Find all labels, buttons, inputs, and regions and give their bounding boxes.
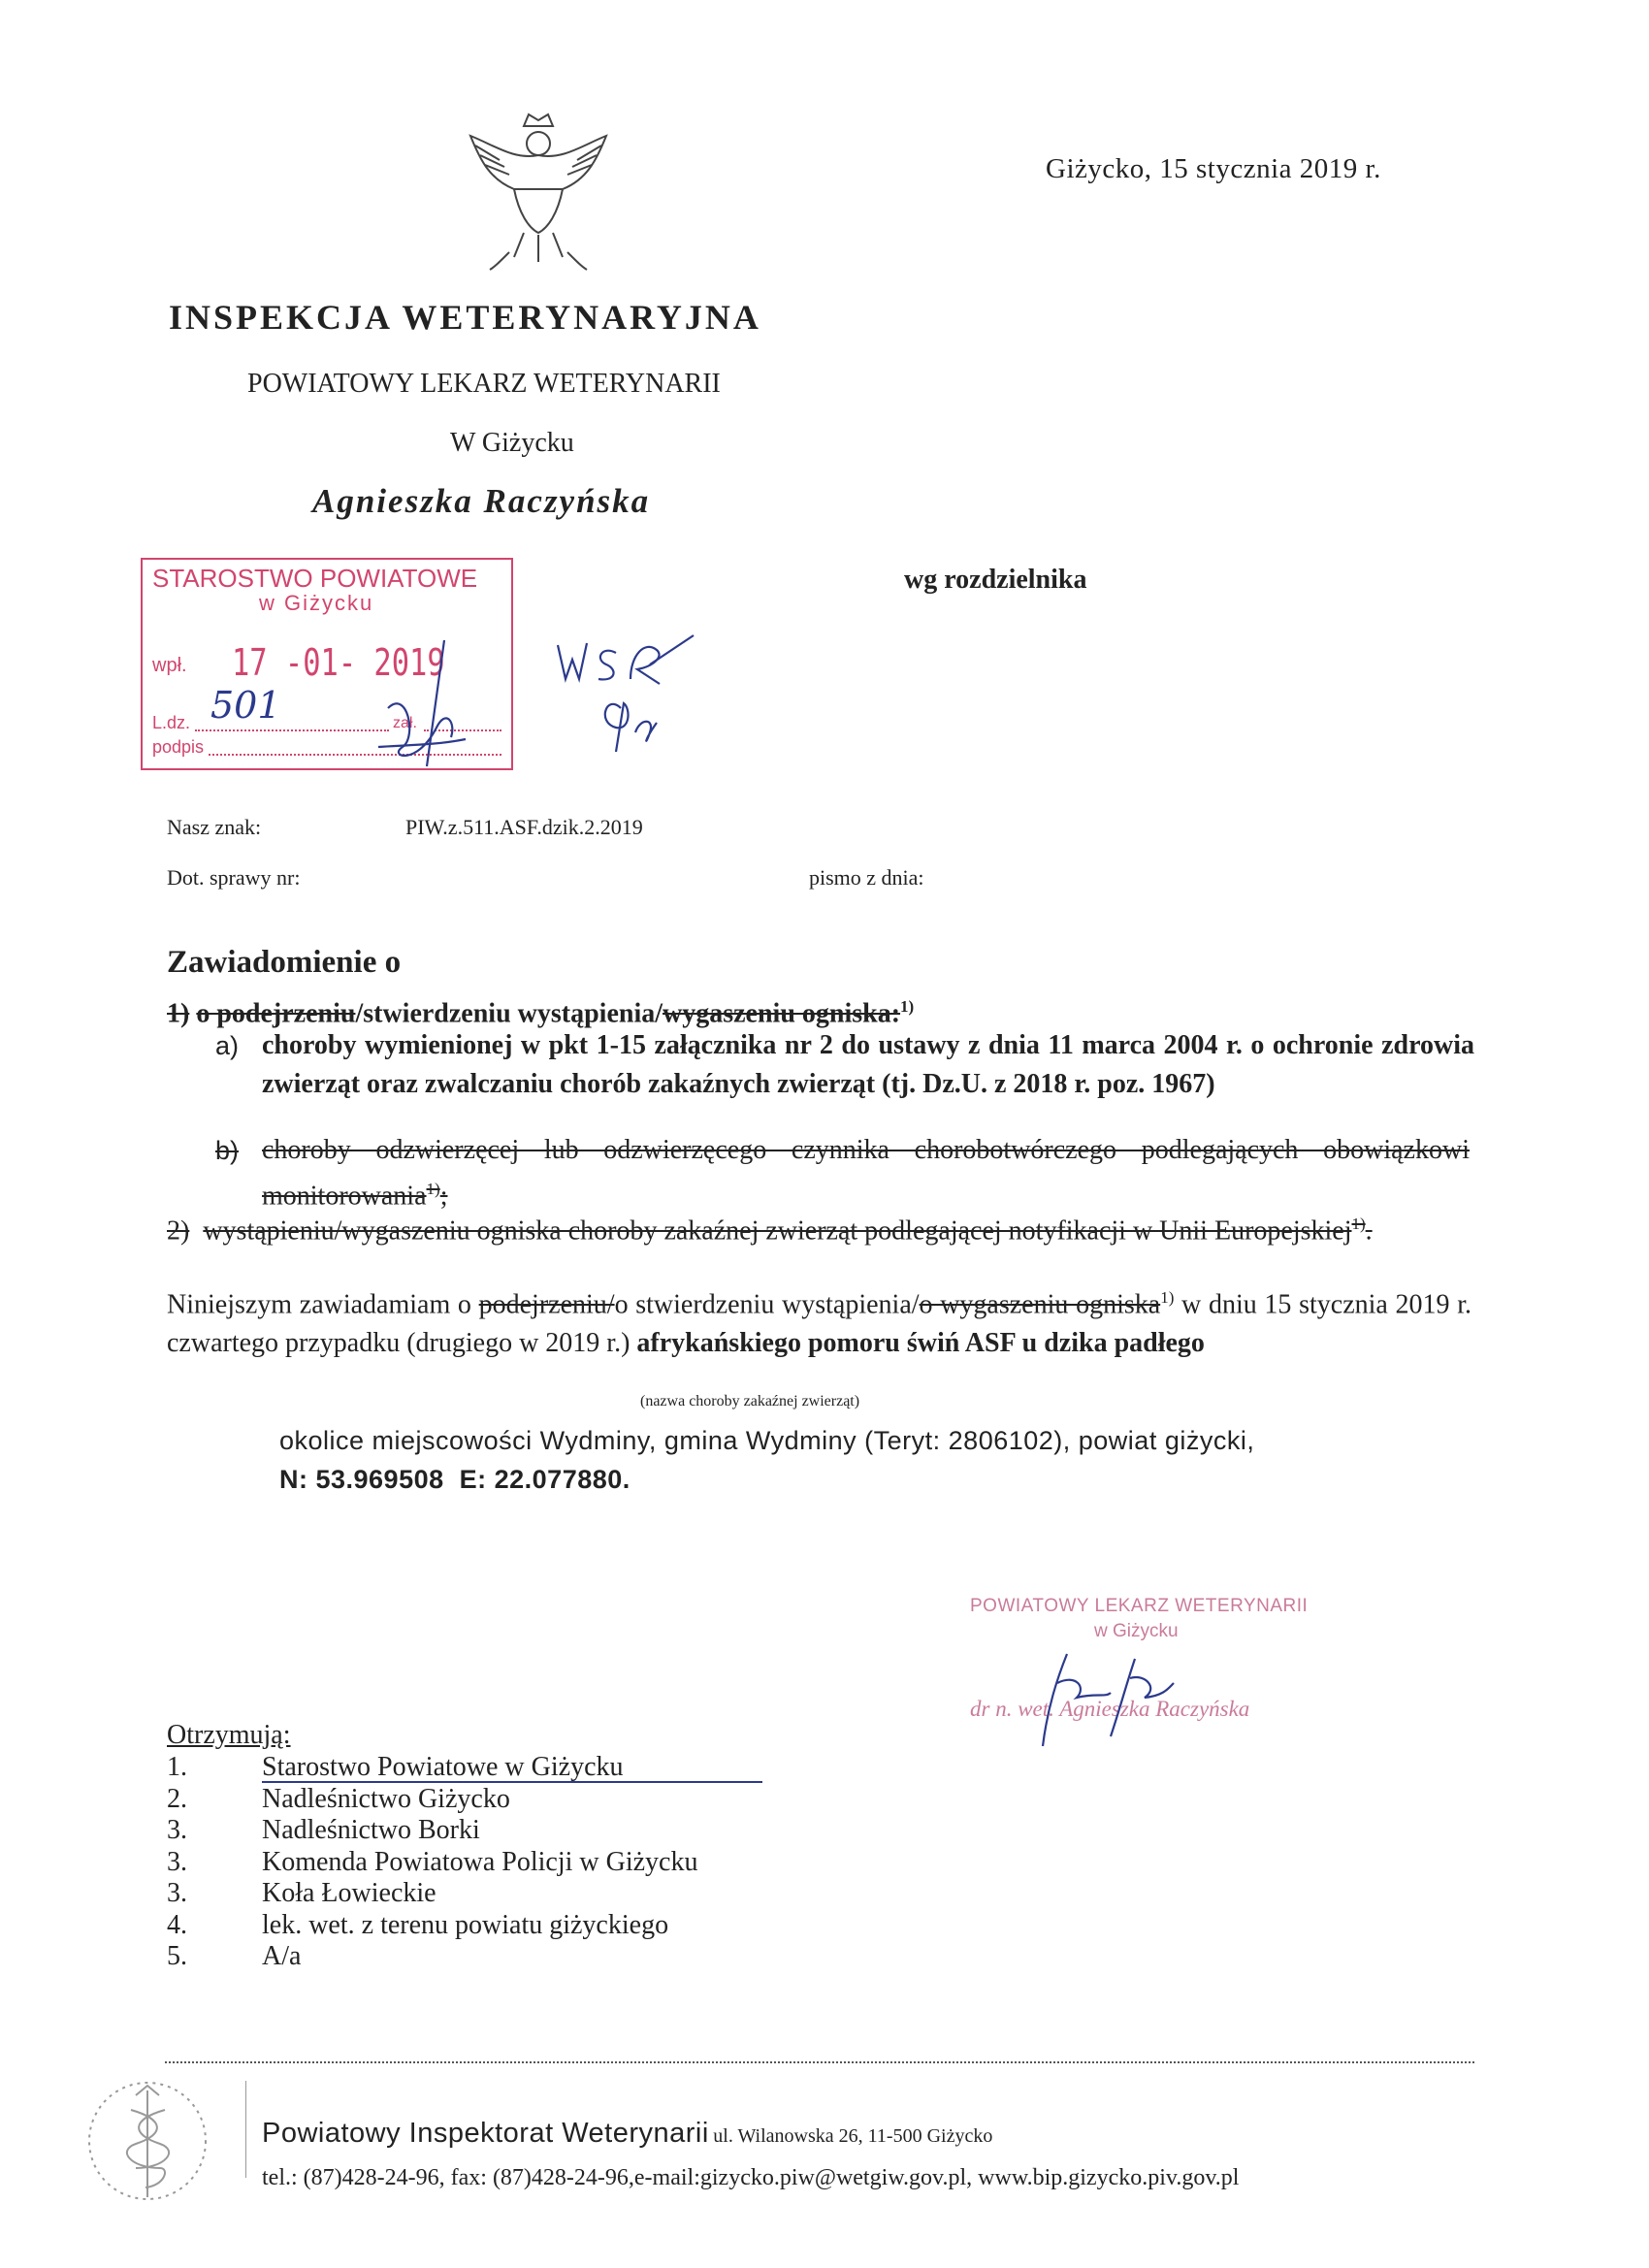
stamp-received-date: 17 -01- 2019 [232,641,445,684]
footer-address: ul. Wilanowska 26, 11-500 Giżycko [713,2125,993,2147]
line1-strike-extinction: wygaszeniu ogniska: [663,998,901,1029]
recipient-row [167,1941,697,1973]
stamp-ldz-number: 501 [210,684,281,727]
footer-contact: tel.: (87)428-24-96, fax: (87)428-24-96,e-mail:gizycko.piw@wetgiw.gov.pl, www.bip.gizycko.piv.gov.pl [262,2165,1240,2190]
stamp-wpl-label: wpł. [152,655,187,676]
recipient-row [167,1752,697,1784]
recipient-row [167,1815,697,1847]
coordinates: N: 53.969508 E: 22.077880. [279,1465,630,1494]
item-2-number: 2) [167,1215,190,1247]
recipient-number: 3. [167,1846,187,1877]
line1-footnote: 1) [900,997,915,1016]
recipient-row [167,1878,697,1910]
signature-stamp-location: w Giżycku [1094,1621,1179,1641]
para-footnote: 1) [1160,1288,1175,1307]
stamp-ldz-dots [195,729,389,731]
stamp-podpis-label: podpis [152,737,205,757]
stamp-title: STAROSTWO POWIATOWE [152,564,478,593]
disease-name: afrykańskiego pomoru świń ASF u dzika padłego [636,1328,1205,1359]
para-continuation: w dniu 15 stycznia 2019 r. czwartego przypadku (drugiego w 2019 r.) [167,1289,1471,1359]
recipient-name: Starostwo Powiatowe w Giżycku [262,1752,624,1782]
recipient-name: Komenda Powiatowa Policji w Giżycku [262,1846,698,1877]
recipient-name: Koła Łowieckie [262,1878,436,1908]
recipient-number: 2. [167,1783,187,1814]
recipient-name: lek. wet. z terenu powiatu giżyckiego [262,1909,669,1940]
item-b-end: ; [439,1181,448,1212]
recipient-number: 4. [167,1909,187,1940]
signature-stamp-title: POWIATOWY LEKARZ WETERYNARII [970,1596,1309,1616]
item-b-label: b) [215,1136,240,1165]
recipient-number: 1. [167,1752,187,1782]
item-a-label: a) [215,1031,240,1060]
office-location: W Giżycku [450,428,574,458]
line1-number: 1) [167,998,190,1029]
notice-title: Zawiadomienie o [167,945,402,980]
handwritten-note [548,626,698,761]
office-name: POWIATOWY LEKARZ WETERYNARII [247,369,721,399]
item-b-text [262,1131,1470,1215]
caduceus-icon [78,2071,218,2212]
footer-org-name: Powiatowy Inspektorat Weterynarii [262,2118,709,2149]
signature-stamp-name: dr n. wet. Agnieszka Raczyńska [970,1697,1250,1721]
recipient-number: 3. [167,1878,187,1908]
para-strike-extinction: o wygaszeniu ogniska [919,1289,1161,1320]
official-name: Agnieszka Raczyńska [312,482,651,520]
item-2 [167,1205,1471,1250]
para-start: Niniejszym zawiadamiam o [167,1289,479,1320]
location-line: okolice miejscowości Wydminy, gmina Wydminy (Teryt: 2806102), powiat giżycki, [279,1426,1255,1455]
para-strike-suspicion: podejrzeniu/ [478,1289,615,1320]
item-2-body: wystąpieniu/wygaszeniu ogniska choroby zakaźnej zwierząt podlegającej notyfikacji w Unii Europejskiej [203,1215,1352,1247]
recipient-row [167,1847,697,1879]
item-b-body: choroby odzwierzęcej lub odzwierzęcego czynnika chorobotwórczego podlegających obowiązkowi monitorowania [262,1135,1470,1212]
signature-scribble [1028,1639,1242,1756]
footer-divider [165,2061,1474,2063]
recipient-note: wg rozdzielnika [904,565,1087,595]
footer-vertical-rule [245,2081,246,2178]
handwritten-signature-stamp [369,631,485,776]
nasz-znak-value: PIW.z.511.ASF.dzik.2.2019 [405,815,643,839]
recipient-name: Nadleśnictwo Giżycko [262,1783,510,1814]
institution-name: INSPEKCJA WETERYNARYJNA [169,298,761,337]
recipient-row [167,1910,697,1942]
recipient-underline [262,1781,762,1783]
stamp-subtitle: w Giżycku [259,591,374,615]
para-confirmation: o stwierdzeniu wystąpienia/ [614,1289,920,1320]
stamp-zal-label: zał. [393,715,417,731]
footer-org [262,2118,992,2150]
eagle-emblem [456,107,621,276]
line1-strike-suspicion: o podejrzeniu [196,998,356,1029]
item-a-text: choroby wymienionej w pkt 1-15 załącznika nr 2 do ustawy z dnia 11 marca 2004 r. o ochronie zdrowia zwierząt oraz zwalczaniu chorób zakaźnych zwierząt (tj. Dz.U. z 2018 r. poz. 1967) [262,1030,1474,1099]
stamp-ldz-label: L.dz. [152,713,191,732]
nasz-znak-label: Nasz znak: [167,815,262,839]
item-b-footnote: 1) [426,1180,440,1198]
recipient-number: 3. [167,1815,187,1845]
recipient-name: A/a [262,1941,302,1971]
pismo-label: pismo z dnia: [809,865,924,890]
item-2-footnote: 1) [1351,1215,1366,1233]
place-date: Giżycko, 15 stycznia 2019 r. [1046,153,1381,184]
dot-sprawy-label: Dot. sprawy nr: [167,865,301,890]
recipient-number: 5. [167,1941,187,1971]
main-paragraph [167,1279,1471,1363]
recipient-row [167,1784,697,1816]
disease-caption: (nazwa choroby zakaźnej zwierząt) [640,1393,860,1409]
line1-confirmation: /stwierdzeniu wystąpienia/ [355,998,663,1029]
recipient-name: Nadleśnictwo Borki [262,1815,480,1845]
recipients-heading: Otrzymują: [167,1720,291,1750]
recipients-list [167,1752,697,1973]
item-2-end: . [1365,1215,1373,1247]
